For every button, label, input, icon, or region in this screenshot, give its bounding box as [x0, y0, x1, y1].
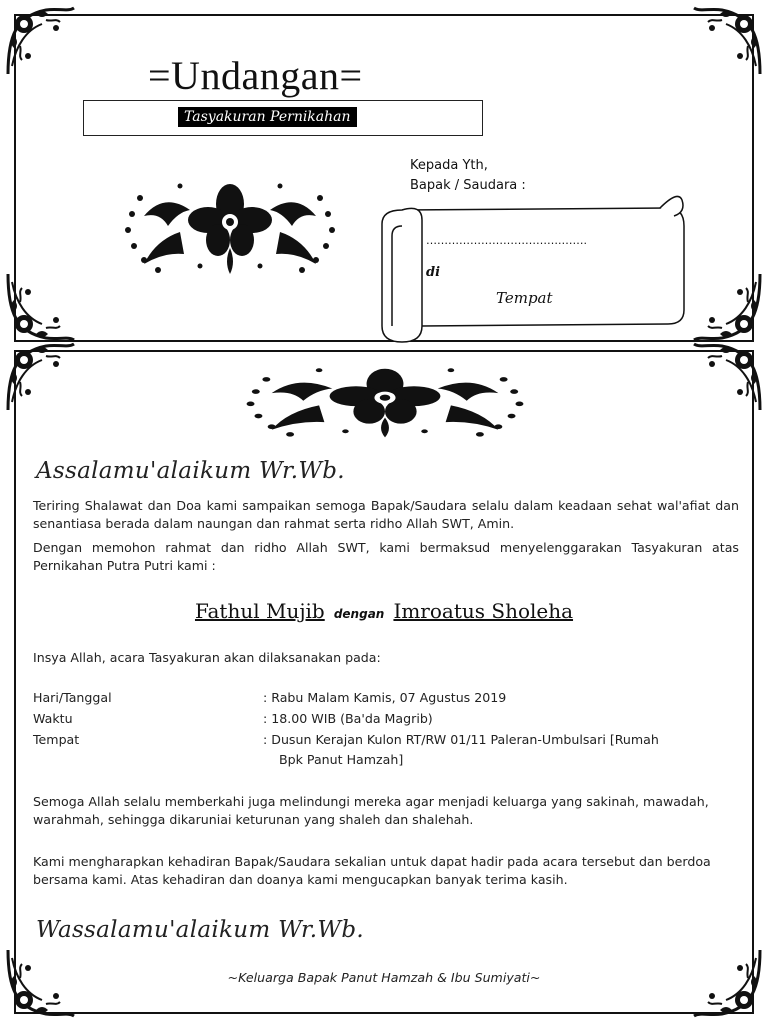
- corner-ornament-icon: [692, 342, 762, 412]
- paragraph-intent: Dengan memohon rahmat dan ridho Allah SWT, kami bermaksud menyelenggarakan Tasyakuran atas Pernikahan Putra Putri kami :: [33, 540, 739, 573]
- signature: ~Keluarga Bapak Panut Hamzah & Ibu Sumiyati~: [227, 970, 541, 985]
- time-value: : 18.00 WIB (Ba'da Magrib): [263, 711, 433, 726]
- place-value-line2: Bpk Panut Hamzah]: [279, 752, 404, 767]
- subtitle-box: [83, 100, 483, 136]
- recipient-di: di: [426, 265, 441, 280]
- time-label: Waktu: [33, 711, 73, 726]
- conjunction: dengan: [333, 607, 385, 621]
- corner-ornament-icon: [6, 342, 76, 412]
- couple-names: [0, 599, 768, 623]
- place-label: Tempat: [33, 732, 80, 747]
- date-value: : Rabu Malam Kamis, 07 Agustus 2019: [263, 690, 507, 705]
- floral-ornament-icon: [240, 358, 530, 442]
- recipient-dots: ……………………………….…….: [426, 234, 587, 247]
- corner-ornament-icon: [6, 272, 76, 342]
- corner-ornament-icon: [692, 6, 762, 76]
- bottom-frame-border: [14, 350, 754, 1014]
- floral-ornament-icon: [120, 165, 340, 285]
- place-value-line1: : Dusun Kerajan Kulon RT/RW 01/11 Paleran-Umbulsari [Rumah: [263, 732, 659, 747]
- paragraph-opening: Teriring Shalawat dan Doa kami sampaikan semoga Bapak/Saudara selalu dalam keadaan sehat wal'afiat dan senantiasa berada dalam naungan dan rahmat serta ridho Allah SWT, Amin.: [33, 498, 739, 531]
- groom-name: Fathul Mujib: [194, 599, 325, 623]
- corner-ornament-icon: [692, 272, 762, 342]
- bride-name: Imroatus Sholeha: [393, 599, 574, 623]
- date-label: Hari/Tanggal: [33, 690, 112, 705]
- event-intro: Insya Allah, acara Tasyakuran akan dilaksanakan pada:: [33, 650, 381, 665]
- recipient-line1: Kepada Yth,: [410, 158, 488, 173]
- subtitle-label: Tasyakuran Pernikahan: [178, 107, 357, 127]
- paragraph-closing: Kami mengharapkan kehadiran Bapak/Saudara sekalian untuk dapat hadir pada acara tersebut dan berdoa bersama kami. Atas kehadiran dan doanya kami mengucapkan banyak terima kasih.: [33, 854, 711, 887]
- paragraph-prayer: Semoga Allah selalu memberkahi juga melindungi mereka agar menjadi keluarga yang sakinah, mawadah, warahmah, sehingga dikaruniai keturunan yang shaleh dan shalehah.: [33, 794, 709, 827]
- recipient-tempat: Tempat: [496, 289, 553, 307]
- scroll-banner-icon: [378, 186, 688, 346]
- recipient-line2: Bapak / Saudara :: [410, 178, 526, 193]
- closing-greeting: Wassalamu'alaikum Wr.Wb.: [36, 917, 364, 943]
- greeting: Assalamu'alaikum Wr.Wb.: [36, 458, 345, 484]
- corner-ornament-icon: [6, 6, 76, 76]
- page-title: =Undangan=: [148, 53, 363, 98]
